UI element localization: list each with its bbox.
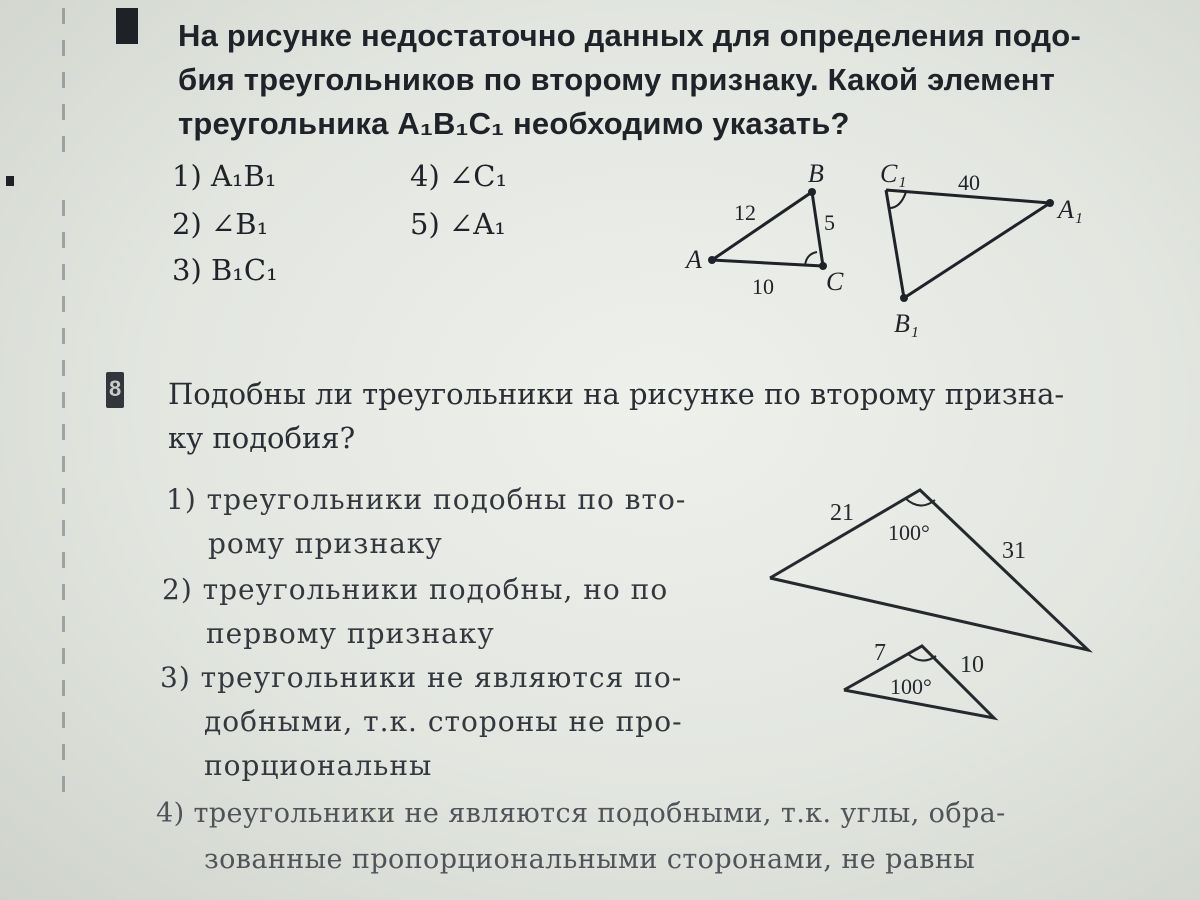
task7-option-1[interactable]: 1) A₁B₁: [172, 159, 277, 193]
small-angle-value: 100°: [890, 674, 932, 699]
label-a: A: [686, 245, 702, 274]
task7-text-line-1: На рисунке недостаточно данных для определения подо-: [178, 18, 1081, 53]
task8-answer-3-line-2: добными, т.к. стороны не про-: [204, 705, 683, 738]
side-ac-length: 10: [752, 274, 774, 299]
big-right-side-length: 31: [1002, 538, 1026, 564]
task7-option-2[interactable]: 2) ∠B₁: [172, 207, 269, 241]
big-angle-value: 100°: [888, 520, 930, 545]
task8-answer-3-line-1[interactable]: 3) треугольники не являются по-: [160, 661, 683, 694]
small-right-side-length: 10: [960, 652, 984, 678]
task8-answer-1-line-2: рому признаку: [208, 527, 443, 560]
side-bc-length: 5: [824, 210, 835, 235]
label-b: B: [808, 159, 824, 188]
label-c1: C₁: [880, 159, 907, 188]
task8-text-line-1: Подобны ли треугольники на рисунке по второму призна-: [168, 377, 1065, 411]
label-c: C: [826, 267, 844, 296]
big-triangle: [770, 490, 1088, 650]
small-left-side-length: 7: [874, 640, 886, 666]
task8-number: 8: [109, 376, 122, 401]
task8-answer-2-line-1[interactable]: 2) треугольники подобны, но по: [162, 573, 669, 606]
task8-answer-4-line-2: зованные пропорциональными сторонами, не равны: [204, 844, 976, 875]
task8-answer-4-line-1[interactable]: 4) треугольники не являются подобными, т.к. углы, обра-: [156, 798, 1006, 829]
task8-answer-2-line-2: первому признаку: [206, 617, 495, 650]
side-ab-length: 12: [734, 200, 756, 225]
task8-text-line-2: ку подобия?: [168, 421, 356, 455]
label-b1: B₁: [894, 309, 919, 338]
task7-option-3[interactable]: 3) B₁C₁: [172, 253, 278, 287]
task7-text-line-3: треугольника A₁B₁C₁ необходимо указать?: [178, 106, 850, 141]
big-left-side-length: 21: [830, 500, 854, 526]
task8-answer-1-line-1[interactable]: 1) треугольники подобны по вто-: [166, 483, 687, 516]
side-c1a1-length: 40: [958, 170, 980, 195]
task7-text-line-2: бия треугольников по второму признаку. Какой элемент: [178, 62, 1056, 97]
task7-option-4[interactable]: 4) ∠C₁: [410, 159, 508, 193]
label-a1: A₁: [1058, 195, 1083, 224]
task8-answer-3-line-3: порциональны: [204, 749, 433, 782]
task7-option-5[interactable]: 5) ∠A₁: [410, 207, 506, 241]
